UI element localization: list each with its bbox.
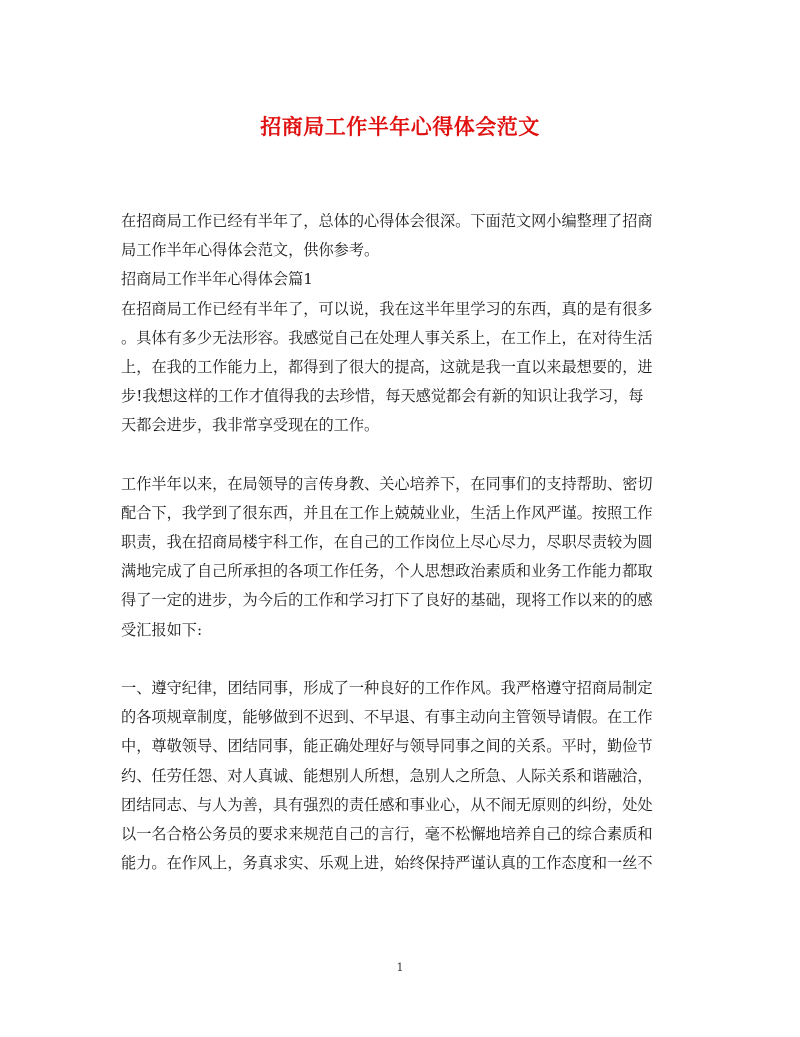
text-line: 工作半年以来，在局领导的言传身教、关心培养下，在同事们的支持帮助、密切 [121, 474, 653, 493]
text-line: 配合下，我学到了很东西，并且在工作上兢兢业业，生活上作风严谨。按照工作 [121, 503, 653, 522]
text-line: 。具体有多少无法形容。我感觉自己在处理人事关系上，在工作上，在对待生活 [121, 328, 653, 347]
text-line: 得了一定的进步，为今后的工作和学习打下了良好的基础，现将工作以来的的感 [121, 591, 653, 610]
text-line: 受汇报如下: [121, 620, 203, 639]
document-title: 招商局工作半年心得体会范文 [260, 114, 540, 139]
text-line: 一、遵守纪律，团结同事，形成了一种良好的工作作风。我严格遵守招商局制定 [121, 679, 653, 697]
paragraph-gap [121, 645, 683, 674]
text-line: 局工作半年心得体会范文，供你参考。 [121, 241, 380, 260]
text-line: 团结同志、与人为善，具有强烈的责任感和事业心，从不闹无原则的纠纷，处处 [121, 795, 653, 814]
text-line: 上，在我的工作能力上，都得到了很大的提高，这就是我一直以来最想要的，进 [121, 357, 653, 376]
text-line: 以一名合格公务员的要求来规范自己的言行，毫不松懈地培养自己的综合素质和 [121, 824, 653, 843]
text-line: 步!我想这样的工作才值得我的去珍惜，每天感觉都会有新的知识让我学习，每 [121, 387, 644, 406]
page-number: 1 [396, 961, 404, 974]
text-line: 的各项规章制度，能够做到不迟到、不早退、有事主动向主管领导请假。在工作 [121, 708, 653, 727]
text-line: 中，尊敬领导、团结同事，能正确处理好与领导同事之间的关系。平时，勤俭节 [121, 737, 653, 756]
text-line: 天都会进步，我非常享受现在的工作。 [121, 416, 380, 435]
text-line: 职责，我在招商局楼宇科工作，在自己的工作岗位上尽心尽力，尽职尽责较为圆 [121, 533, 653, 552]
text-line: 在招商局工作已经有半年了，可以说，我在这半年里学习的东西，真的是有很多 [121, 299, 653, 318]
paragraph-gap [121, 441, 683, 470]
text-line: 约、任劳任怨、对人真诚、能想别人所想，急别人之所急、人际关系和谐融洽， [121, 766, 653, 785]
section-heading: 招商局工作半年心得体会篇1 [121, 270, 313, 289]
text-line: 能力。在作风上，务真求实、乐观上进，始终保持严谨认真的工作态度和一丝不 [121, 854, 653, 873]
text-line: 满地完成了自己所承担的各项工作任务，个人思想政治素质和业务工作能力都取 [121, 562, 653, 581]
document-body [121, 207, 683, 878]
text-line: 在招商局工作已经有半年了，总体的心得体会很深。下面范文网小编整理了招商 [121, 212, 653, 230]
